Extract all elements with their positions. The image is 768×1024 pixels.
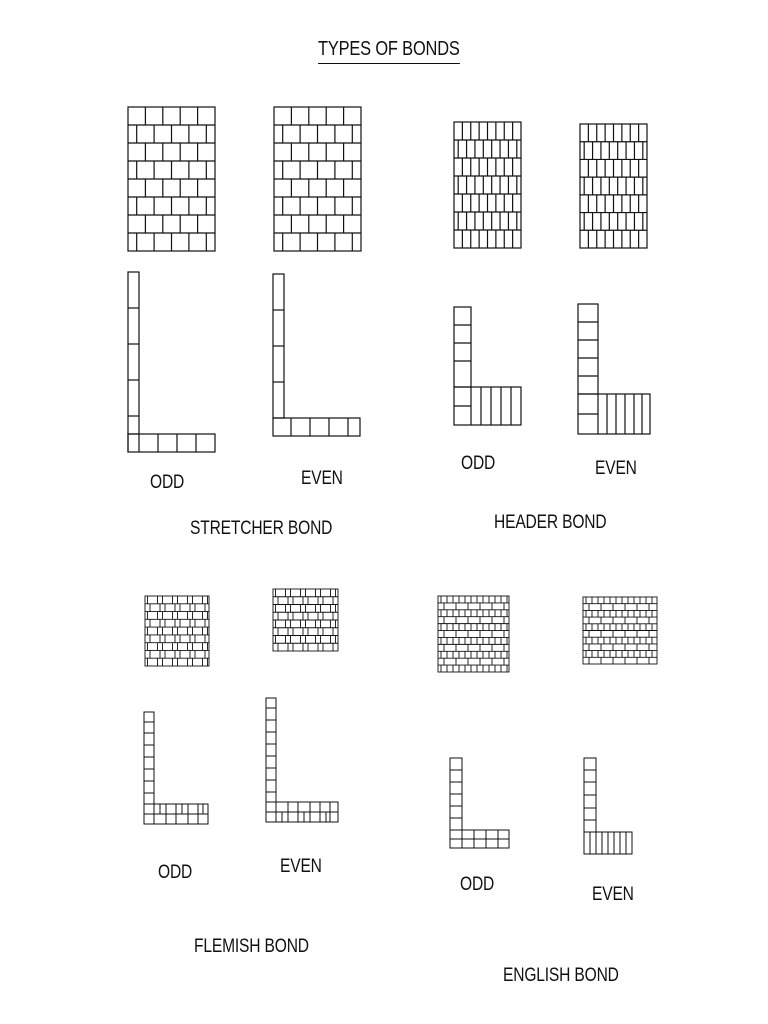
stretcher-even-label: EVEN <box>301 468 343 489</box>
flemish-even-wall <box>273 589 338 651</box>
flemish-odd-label: ODD <box>158 862 193 883</box>
header-even-label: EVEN <box>595 458 637 479</box>
header-odd-wall <box>454 122 521 248</box>
stretcher-odd-wall <box>128 107 215 251</box>
header-odd-plan <box>454 307 521 425</box>
stretcher-even-plan <box>273 274 360 436</box>
header-bond-label: HEADER BOND <box>494 512 607 533</box>
english-odd-label: ODD <box>460 874 495 895</box>
english-even-plan <box>584 758 632 854</box>
english-odd-wall <box>438 596 509 672</box>
english-even-label: EVEN <box>592 884 634 905</box>
flemish-even-label: EVEN <box>280 856 322 877</box>
header-even-plan <box>578 304 650 434</box>
flemish-even-plan <box>266 698 338 822</box>
header-even-wall <box>580 124 647 248</box>
stretcher-odd-plan <box>128 272 215 452</box>
english-bond-label: ENGLISH BOND <box>503 965 619 986</box>
header-odd-label: ODD <box>461 453 496 474</box>
flemish-odd-wall <box>145 596 209 666</box>
english-odd-plan <box>450 758 509 848</box>
page-title: TYPES OF BONDS <box>318 38 460 64</box>
flemish-odd-plan <box>144 712 208 824</box>
stretcher-even-wall <box>274 107 361 251</box>
flemish-bond-label: FLEMISH BOND <box>194 936 309 957</box>
stretcher-odd-label: ODD <box>150 472 185 493</box>
stretcher-bond-label: STRETCHER BOND <box>190 518 333 539</box>
english-even-wall <box>583 597 657 664</box>
